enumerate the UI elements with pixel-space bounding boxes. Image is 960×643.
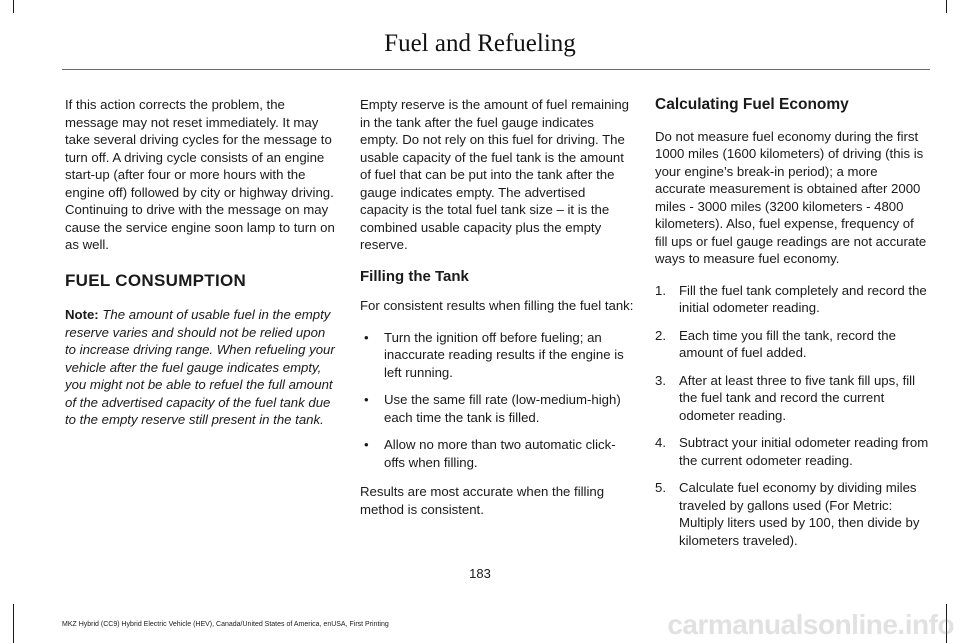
bullet-marker: • <box>364 329 369 345</box>
step-text: Subtract your initial odometer reading from the current odometer reading. <box>679 435 929 468</box>
subheading-filling-the-tank: Filling the Tank <box>360 267 469 285</box>
step-number: 3. <box>655 372 666 388</box>
step-text: Calculate fuel economy by dividing miles traveled by gallons used (For Metric: Multiply liters used by 100, then divide by kilometers traveled). <box>679 480 920 548</box>
crop-mark-top-right <box>946 0 947 13</box>
list-item <box>360 436 634 471</box>
list-item <box>360 391 634 426</box>
step-text: Each time you fill the tank, record the amount of fuel added. <box>679 327 896 360</box>
intro-paragraph: If this action corrects the problem, the message may not reset immediately. It may take several driving cycles for the message to turn off. A driving cycle consists of an engine start-up (after four or more hours with the engine off) followed by city or highway driving. Continuing to drive with the message on may cause the service engine soon lamp to turn on as well. <box>65 97 335 252</box>
bullet-marker: • <box>364 437 369 452</box>
step-text: Fill the fuel tank completely and record the initial odometer reading. <box>679 282 927 315</box>
page-number: 183 <box>469 566 491 581</box>
empty-reserve-paragraph: Empty reserve is the amount of fuel remaining in the tank after the fuel gauge indicates empty. Do not rely on this fuel for driving. The usable capacity of the fuel tank is the amount of fuel that can be put into the tank after the gauge indicates empty. The advertised capacity is the total fuel tank size – it is the combined usable capacity plus the empty reserve. <box>360 97 630 252</box>
step-number: 1. <box>655 282 666 298</box>
watermark: carmanualsonline.info <box>667 609 954 640</box>
note-text: The amount of usable fuel in the empty reserve varies and should not be relied upon to increase driving range. When refueling your vehicle after the fuel gauge indicates empty, you might not be able to refuel the full amount of the advertised capacity of the fuel tank due to the empty reserve still present in the tank. <box>65 307 335 427</box>
subheading-calculating-fuel-economy: Calculating Fuel Economy <box>655 96 849 113</box>
step-number: 2. <box>655 327 666 343</box>
fuel-economy-paragraph: Do not measure fuel economy during the first 1000 miles (1600 kilometers) of driving (this is your engine’s break-in period); a more accurate measurement is obtained after 2000 miles - 3000 miles (3200 kilometers - 4800 kilometers). Also, fuel expense, frequency of fill ups or fuel gauge readings are not accurate ways to measure fuel economy. <box>655 128 927 266</box>
note-label: Note: <box>65 307 99 322</box>
section-heading-fuel-consumption: FUEL CONSUMPTION <box>65 270 247 290</box>
crop-mark-bottom-left <box>13 604 14 643</box>
list-item <box>655 434 929 469</box>
crop-mark-top-left <box>13 0 14 13</box>
filling-bullet-list <box>360 329 634 472</box>
column-left <box>65 96 339 443</box>
column-right <box>655 96 929 561</box>
step-text: After at least three to five tank fill ups, fill the fuel tank and record the current odometer reading. <box>679 372 916 423</box>
list-item <box>360 329 634 382</box>
closing-paragraph: Results are most accurate when the filling method is consistent. <box>360 484 605 517</box>
list-item <box>655 479 929 549</box>
chapter-title: Fuel and Refueling <box>384 30 576 57</box>
footer-text: MKZ Hybrid (CC9) Hybrid Electric Vehicle (HEV), Canada/United States of America, enUSA, First Printing <box>62 621 389 628</box>
list-item <box>655 282 929 317</box>
list-item <box>655 372 929 425</box>
list-item <box>655 327 929 362</box>
note-paragraph <box>65 306 339 429</box>
bullet-text: Allow no more than two automatic click-offs when filling. <box>384 437 616 470</box>
bullet-marker: • <box>364 392 369 407</box>
bullet-text: Turn the ignition off before fueling; an inaccurate reading results if the engine is left running. <box>384 329 624 380</box>
fuel-economy-steps <box>655 282 929 550</box>
header-rule <box>62 69 930 70</box>
filling-lead-paragraph: For consistent results when filling the fuel tank: <box>360 298 634 313</box>
column-middle <box>360 96 634 532</box>
step-number: 5. <box>655 480 666 495</box>
step-number: 4. <box>655 435 666 450</box>
bullet-text: Use the same fill rate (low-medium-high) each time the tank is filled. <box>384 392 621 425</box>
